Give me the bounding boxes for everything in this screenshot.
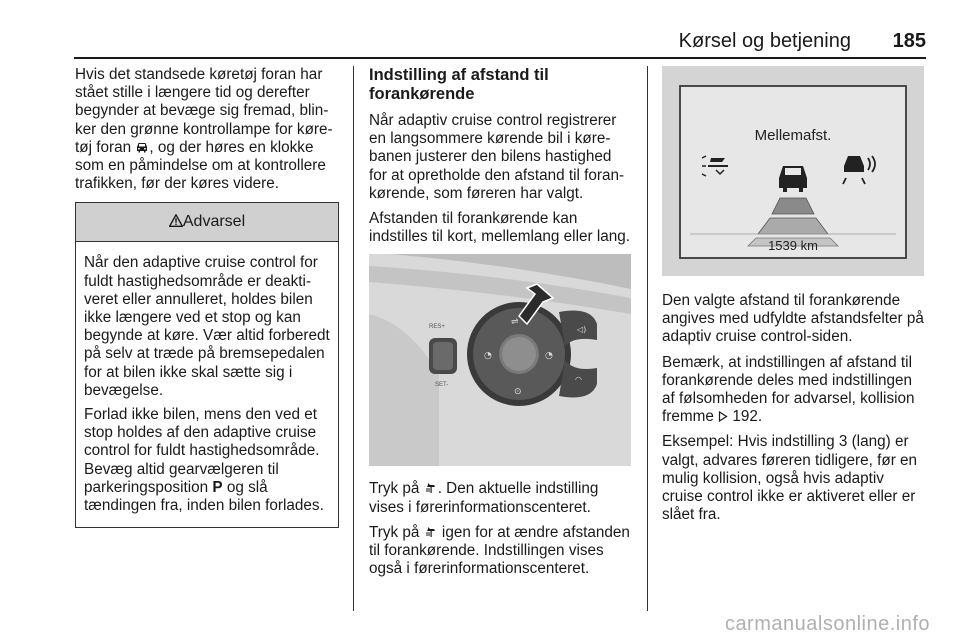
svg-text:⇌: ⇌ (511, 317, 519, 328)
display-illustration (662, 66, 924, 276)
distance-button-icon (424, 480, 438, 498)
svg-text:◔: ◔ (484, 351, 492, 362)
section-heading: Indstilling af afstand til forankørende (369, 66, 549, 103)
column-2 (369, 66, 633, 585)
header-rule (74, 57, 926, 59)
page-number: 185 (892, 30, 926, 52)
page-title: Kørsel og betjening (678, 30, 851, 52)
warning-title: Advarsel (182, 213, 246, 231)
paragraph-2: Afstanden til forankørende kan indstilles til kort, mellemlang eller lang. (369, 210, 631, 246)
display-title: Mellemafst. (754, 127, 832, 144)
column-divider-2 (647, 66, 648, 611)
page-header (74, 30, 926, 60)
svg-text:⊙: ⊙ (514, 387, 522, 398)
warning-paragraph-2: Forlad ikke bilen, mens den ved et stop holdes af den adaptive cruise control for fuldt hastighedsområde. Bevæg altid gearvælgeren til parkeringsposition P og slå tændingen fra, inden bilen forlades. (84, 406, 324, 515)
warning-paragraph-1: Når den adaptive cruise control for fuldt hastighedsområde er deaktiveret eller annulleret, holdes bilen ikke længere ved et stop og kan begynde at køre. Vær altid forberedt på selv at træde på bremsepedalen for at bilen ikke skal sætte sig i bevægelse. (84, 254, 330, 399)
page-reference[interactable]: 192 (732, 408, 758, 426)
paragraph-2: Bemærk, at indstillingen af afstand til forankørende deles med indstillingen af følsomheden for advarsel, kollision fremme 192. (662, 353, 915, 426)
paragraph-3: Tryk på . Den aktuelle indstilling vises i førerinformationscenteret. (369, 480, 599, 516)
vehicle-ahead-icon (135, 139, 149, 157)
warning-triangle-icon (169, 213, 183, 231)
paragraph-1: Den valgte afstand til forankørende angives med udfyldte afstandsfelter på adaptiv cruise control-siden. (662, 292, 924, 346)
warning-body (76, 242, 338, 527)
paragraph-1: Når adaptiv cruise control registrerer en langsommere kørende bil i kørebanen justerer den bilens hastighed for at opretholde den afstand til forankørende, som føreren har valgt. (369, 112, 625, 202)
column-1 (75, 66, 340, 528)
page-reference-icon (718, 408, 728, 426)
warning-box (75, 202, 339, 528)
res-label: RES+ (429, 324, 445, 331)
intro-paragraph: Hvis det standsede køretøj foran har stået stille i længere tid og derefter begynder at bevæge sig fremad, blinker den grønne kontrollampe for køretøj foran , og der høres en klokke som en påmindelse om at kontrollere trafikken, før der køres videre. (75, 66, 333, 193)
steering-wheel-figure (369, 254, 631, 466)
column-3 (662, 66, 928, 531)
column-divider-1 (353, 66, 354, 611)
svg-text:◠: ◠ (575, 375, 582, 385)
odometer-readout: 1539 km (768, 238, 818, 253)
driver-info-display-figure (662, 66, 924, 276)
watermark: carmanualsonline.info (724, 613, 930, 635)
set-label: SET- (435, 382, 449, 389)
distance-button-icon (424, 524, 438, 542)
warning-header (76, 203, 338, 242)
paragraph-3: Eksempel: Hvis indstilling 3 (lang) er valgt, advares føreren tidligere, før en mulig kollision, også hvis adaptiv cruise control ikke er aktiveret eller er slået fra. (662, 433, 918, 524)
steering-wheel-illustration (369, 254, 631, 466)
svg-text:◁): ◁) (577, 325, 587, 335)
paragraph-4: Tryk på igen for at ændre afstanden til forankørende. Indstillingen vises også i førerinformationscenteret. (369, 523, 630, 578)
svg-text:◔: ◔ (545, 351, 553, 362)
